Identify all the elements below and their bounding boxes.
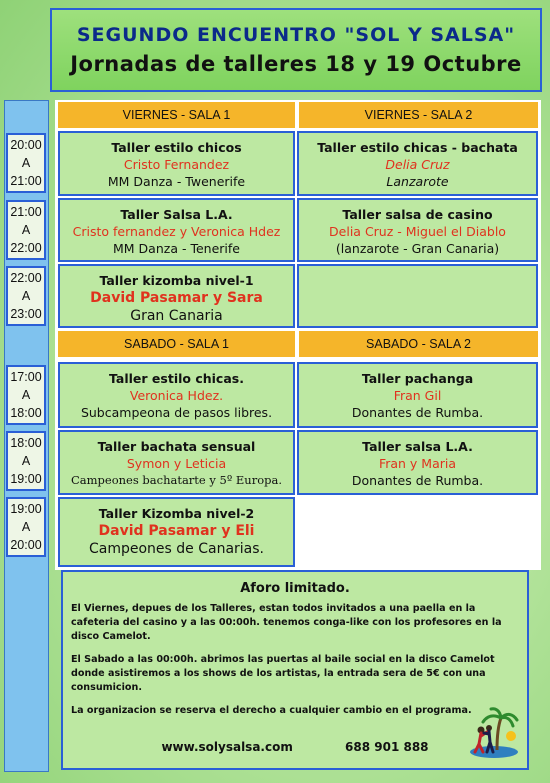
workshop-title: Taller salsa de casino: [342, 207, 493, 222]
dancing-couple-palm-tree-logo-icon: [467, 706, 521, 760]
info-paragraph-saturday: El Sabado a las 00:00h. abrimos las puertas al baile social en la disco Camelot donde asistiremos a los shows de los artistas, la entrada sera de 5€ con una consumicion.: [71, 654, 495, 693]
workshop-title: Taller bachata sensual: [97, 439, 256, 454]
time-slot: [6, 133, 46, 193]
workshop-origin: (lanzarote - Gran Canaria): [335, 241, 500, 256]
info-box: [61, 570, 529, 770]
workshop-title: Taller Kizomba nivel-2: [98, 506, 255, 521]
time-end: 21:00: [10, 174, 42, 188]
time-slot: [6, 431, 46, 491]
workshop-instructor: Fran y Maria: [378, 456, 457, 471]
time-start: 20:00: [10, 138, 42, 152]
workshop-title: Taller salsa L.A.: [362, 439, 473, 454]
workshop-cell: [297, 131, 538, 196]
time-slot: [6, 497, 46, 557]
time-start: 18:00: [10, 436, 42, 450]
workshop-title: Taller pachanga: [361, 371, 474, 386]
info-paragraph-friday: El Viernes, depues de los Talleres, estan todos invitados a una paella en la cafeteria del casino y a las 00:00h. tenemos conga-like con los profesores en la disco Camelot.: [71, 603, 502, 642]
friday-sala1-header: VIERNES - SALA 1: [58, 102, 295, 128]
workshop-origin: Campeones de Canarias.: [88, 541, 264, 557]
workshop-title: Taller kizomba nivel-1: [99, 273, 254, 288]
time-start: 17:00: [10, 370, 42, 384]
workshop-instructor: David Pasamar y Eli: [98, 523, 255, 539]
time-separator: A: [21, 289, 31, 303]
workshop-cell: [297, 362, 538, 428]
workshop-origin: Campeones bachatarte y 5º Europa.: [70, 473, 283, 487]
empty-cell: [297, 264, 538, 328]
workshop-cell: [58, 264, 295, 328]
workshop-origin: MM Danza - Twenerife: [107, 174, 246, 189]
workshop-cell: [58, 497, 295, 567]
saturday-sala2-header: SABADO - SALA 2: [299, 331, 538, 357]
workshop-origin: Gran Canaria: [130, 308, 223, 324]
workshop-instructor: Delia Cruz - Miguel el Diablo: [329, 224, 506, 239]
saturday-sala1-header: SABADO - SALA 1: [58, 331, 295, 357]
phone-number: 688 901 888: [345, 740, 429, 754]
workshop-instructor: Veronica Hdez.: [129, 388, 224, 403]
event-title: SEGUNDO ENCUENTRO "SOL Y SALSA": [76, 24, 516, 46]
website-link[interactable]: www.solysalsa.com: [161, 740, 293, 754]
schedule-grid: [55, 100, 541, 570]
info-paragraph-disclaimer: La organizacion se reserva el derecho a cualquier cambio en el programa.: [71, 705, 472, 716]
workshop-instructor: Symon y Leticia: [126, 456, 227, 471]
event-subtitle: Jornadas de talleres 18 y 19 Octubre: [70, 52, 522, 76]
info-title: Aforo limitado.: [240, 581, 350, 596]
workshop-origin: Donantes de Rumba.: [351, 405, 484, 420]
time-end: 23:00: [10, 307, 42, 321]
workshop-title: Taller estilo chicos: [111, 140, 242, 155]
time-separator: A: [21, 156, 31, 170]
workshop-origin: Lanzarote: [386, 174, 449, 189]
workshop-title: Taller estilo chicas - bachata: [317, 140, 518, 155]
workshop-instructor: Cristo Fernandez: [123, 157, 230, 172]
workshop-origin: Donantes de Rumba.: [351, 473, 484, 488]
workshop-title: Taller estilo chicas.: [109, 371, 244, 386]
time-separator: A: [21, 520, 31, 534]
time-end: 19:00: [10, 472, 42, 486]
time-separator: A: [21, 388, 31, 402]
flyer-header: [50, 8, 542, 92]
time-end: 20:00: [10, 538, 42, 552]
workshop-cell: [58, 430, 295, 495]
workshop-cell: [58, 198, 295, 262]
time-end: 22:00: [10, 241, 42, 255]
friday-sala2-header: VIERNES - SALA 2: [299, 102, 538, 128]
time-separator: A: [21, 454, 31, 468]
workshop-title: Taller Salsa L.A.: [120, 207, 233, 222]
time-end: 18:00: [10, 406, 42, 420]
workshop-cell: [297, 198, 538, 262]
workshop-origin: MM Danza - Tenerife: [113, 241, 240, 256]
workshop-cell: [58, 362, 295, 428]
workshop-origin: Subcampeona de pasos libres.: [80, 405, 273, 420]
contact-line: [63, 740, 527, 754]
time-start: 19:00: [10, 502, 42, 516]
time-start: 22:00: [10, 271, 42, 285]
time-slot: [6, 200, 46, 260]
workshop-instructor: David Pasamar y Sara: [90, 290, 263, 306]
time-separator: A: [21, 223, 31, 237]
workshop-instructor: Fran Gil: [393, 388, 442, 403]
time-slot: [6, 365, 46, 425]
workshop-instructor: Delia Cruz: [385, 157, 450, 172]
time-start: 21:00: [10, 205, 42, 219]
workshop-cell: [297, 430, 538, 495]
time-slot: [6, 266, 46, 326]
workshop-instructor: Cristo fernandez y Veronica Hdez: [72, 224, 281, 239]
workshop-cell: [58, 131, 295, 196]
